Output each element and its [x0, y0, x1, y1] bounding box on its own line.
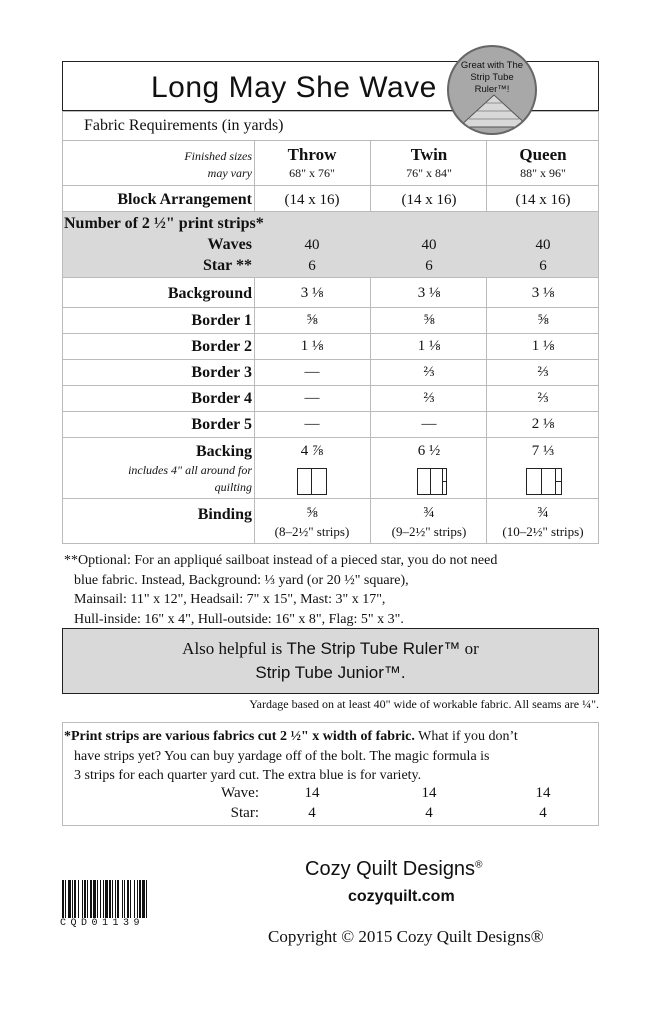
barcode-bar — [109, 880, 111, 918]
barcode-bar — [115, 880, 116, 918]
barcode-bar — [124, 880, 125, 918]
waves-value: 40 — [304, 237, 320, 253]
backing-value: 7 ⅓ — [531, 443, 555, 459]
backing-diagram-icon — [417, 468, 447, 495]
column-divider — [486, 140, 487, 211]
backing-note: includes 4" all around for — [128, 463, 252, 477]
barcode-bar — [90, 880, 92, 918]
barcode-bar — [139, 880, 141, 918]
print-strips-header: Number of 2 ½" print strips* — [64, 215, 264, 232]
company-name — [305, 858, 482, 881]
company-url: cozyquilt.com — [348, 888, 455, 905]
barcode-bar — [87, 880, 88, 918]
fabric-row-label: Border 5 — [191, 416, 252, 433]
column-divider — [370, 277, 371, 544]
note-line: Mainsail: 11" x 12", Headsail: 7" x 15", Mast: 3" x 17", — [74, 592, 386, 607]
fabric-row-value: 3 ⅛ — [300, 285, 324, 301]
barcode-bar — [127, 880, 129, 918]
fabric-row-label: Border 3 — [191, 364, 252, 381]
waves-value: 40 — [535, 237, 551, 253]
fabric-row-value: ⅝ — [423, 312, 435, 328]
helpful-prefix: Also helpful is — [182, 639, 287, 658]
binding-value: ¾ — [423, 505, 435, 521]
barcode-bar — [68, 880, 71, 918]
wave-label: Wave: — [221, 785, 259, 801]
table-divider — [62, 277, 599, 278]
block-arrangement-value: (14 x 16) — [515, 192, 571, 208]
print-strips-note — [64, 727, 518, 786]
fabric-requirements-label: Fabric Requirements (in yards) — [84, 117, 284, 134]
barcode-bar — [117, 880, 119, 918]
backing-value: 6 ½ — [417, 443, 441, 459]
barcode-bar — [137, 880, 138, 918]
binding-strips: (9–2½" strips) — [391, 524, 467, 539]
fabric-row-value: ⅔ — [537, 390, 549, 406]
seal-text-3: Ruler™! — [474, 84, 510, 95]
backing-value: 4 ⅞ — [300, 443, 324, 459]
table-divider — [62, 140, 599, 141]
barcode-bar — [103, 880, 104, 918]
barcode-bar — [84, 880, 86, 918]
wave-value: 14 — [535, 785, 551, 801]
optional-note — [64, 551, 497, 629]
binding-value: ⅝ — [306, 505, 318, 521]
fabric-row-value: ⅔ — [537, 364, 549, 380]
seal-text-1: Great with The — [460, 60, 524, 71]
fabric-row-value: — — [421, 416, 437, 432]
block-arrangement-value: (14 x 16) — [401, 192, 457, 208]
company-name-text: Cozy Quilt Designs — [305, 858, 476, 880]
backing-diagram-icon — [526, 468, 562, 495]
fabric-row-value: 1 ⅛ — [531, 338, 555, 354]
helpful-middle: or — [460, 639, 479, 658]
table-divider — [62, 211, 599, 212]
fabric-row-value: 3 ⅛ — [531, 285, 555, 301]
barcode-bar — [82, 880, 83, 918]
barcode-bar — [62, 880, 64, 918]
waves-value: 40 — [421, 237, 437, 253]
size-queen: Queen — [519, 145, 567, 164]
fabric-row-label: Border 2 — [191, 338, 252, 355]
column-divider — [370, 140, 371, 211]
table-divider — [62, 333, 599, 334]
fabric-row-value: ⅔ — [423, 390, 435, 406]
also-helpful-box — [62, 628, 599, 694]
binding-strips: (8–2½" strips) — [274, 524, 350, 539]
strips-note-line: 3 strips for each quarter yard cut. The extra blue is for variety. — [74, 768, 422, 783]
table-divider — [62, 307, 599, 308]
table-divider — [62, 437, 599, 438]
fabric-row-value: ⅝ — [537, 312, 549, 328]
table-divider — [62, 498, 599, 499]
strips-note-rest: What if you don’t — [414, 729, 518, 744]
star-value: 6 — [425, 258, 433, 274]
barcode-bar — [100, 880, 101, 918]
fabric-row-value: — — [304, 416, 320, 432]
table-divider — [62, 411, 599, 412]
registered-mark: ® — [475, 859, 483, 871]
binding-label: Binding — [197, 506, 252, 523]
note-line: **Optional: For an appliqué sailboat instead of a pieced star, you do not need — [64, 553, 498, 568]
table-divider — [62, 359, 599, 360]
waves-label: Waves — [207, 236, 252, 253]
wave-value: 14 — [304, 785, 320, 801]
barcode — [60, 880, 210, 918]
pattern-title: Long May She Wave — [151, 71, 437, 104]
size-dims: 68" x 76" — [289, 166, 335, 180]
barcode-bar — [122, 880, 123, 918]
barcode-bar — [65, 880, 66, 918]
strips-note-line: have strips yet? You can buy yardage off of the bolt. The magic formula is — [74, 748, 490, 764]
star-label: Star ** — [202, 257, 252, 274]
block-arrangement-label: Block Arrangement — [117, 191, 252, 208]
star-strips-value: 4 — [539, 805, 547, 821]
fabric-row-label: Border 1 — [191, 312, 252, 329]
barcode-bar — [134, 880, 135, 918]
backing-label: Backing — [195, 443, 252, 460]
table-divider — [62, 385, 599, 386]
barcode-bar — [78, 880, 79, 918]
size-throw: Throw — [287, 145, 337, 164]
fabric-row-value: — — [304, 390, 320, 406]
binding-value: ¾ — [537, 505, 549, 521]
fabric-row-value: 3 ⅛ — [417, 285, 441, 301]
barcode-bar — [112, 880, 113, 918]
strip-tube-ruler-seal — [447, 45, 537, 135]
size-dims: 88" x 96" — [520, 166, 566, 180]
table-divider — [62, 185, 599, 186]
note-line: blue fabric. Instead, Background: ⅓ yard (or 20 ½" square), — [74, 572, 409, 588]
binding-strips: (10–2½" strips) — [502, 524, 584, 539]
barcode-bar — [97, 880, 98, 918]
product-strip-tube-junior: Strip Tube Junior™. — [255, 663, 406, 682]
column-divider — [486, 277, 487, 544]
size-twin: Twin — [410, 145, 448, 164]
barcode-bar — [72, 880, 73, 918]
barcode-bar — [142, 880, 145, 918]
backing-diagram-icon — [297, 468, 327, 495]
barcode-bar — [105, 880, 108, 918]
strips-note-bold: *Print strips are various fabrics cut 2 ½" x width of fabric. — [64, 729, 415, 744]
barcode-bar — [130, 880, 131, 918]
star-strips-value: 4 — [308, 805, 316, 821]
size-dims: 76" x 84" — [406, 166, 452, 180]
fabric-row-value: ⅝ — [306, 312, 318, 328]
fabric-row-label: Border 4 — [191, 390, 252, 407]
fabric-row-value: 2 ⅛ — [531, 416, 555, 432]
star-value: 6 — [539, 258, 547, 274]
barcode-number: CQD01139 — [60, 918, 145, 929]
seal-text-2: Strip Tube — [470, 72, 514, 83]
star-strips-label: Star: — [230, 805, 259, 821]
star-strips-value: 4 — [425, 805, 433, 821]
block-arrangement-value: (14 x 16) — [284, 192, 340, 208]
fabric-row-value: ⅔ — [423, 364, 435, 380]
helpful-line-1 — [63, 639, 598, 659]
fabric-row-label: Background — [167, 285, 252, 302]
note-line: Hull-inside: 16" x 4", Hull-outside: 16" x 8", Flag: 5" x 3". — [74, 611, 404, 627]
barcode-bar — [146, 880, 147, 918]
product-strip-tube-ruler: The Strip Tube Ruler™ — [286, 639, 461, 658]
fabric-row-value: 1 ⅛ — [300, 338, 324, 354]
may-vary-note: may vary — [207, 166, 252, 180]
barcode-bar — [74, 880, 76, 918]
wave-value: 14 — [421, 785, 437, 801]
backing-note: quilting — [214, 480, 252, 494]
star-value: 6 — [308, 258, 316, 274]
finished-sizes-note: Finished sizes — [184, 149, 252, 163]
fabric-row-value: — — [304, 364, 320, 380]
barcode-bar — [93, 880, 96, 918]
fabric-row-value: 1 ⅛ — [417, 338, 441, 354]
yardage-note: Yardage based on at least 40" wide of workable fabric. All seams are ¼". — [249, 697, 599, 711]
copyright: Copyright © 2015 Cozy Quilt Designs® — [268, 927, 544, 946]
